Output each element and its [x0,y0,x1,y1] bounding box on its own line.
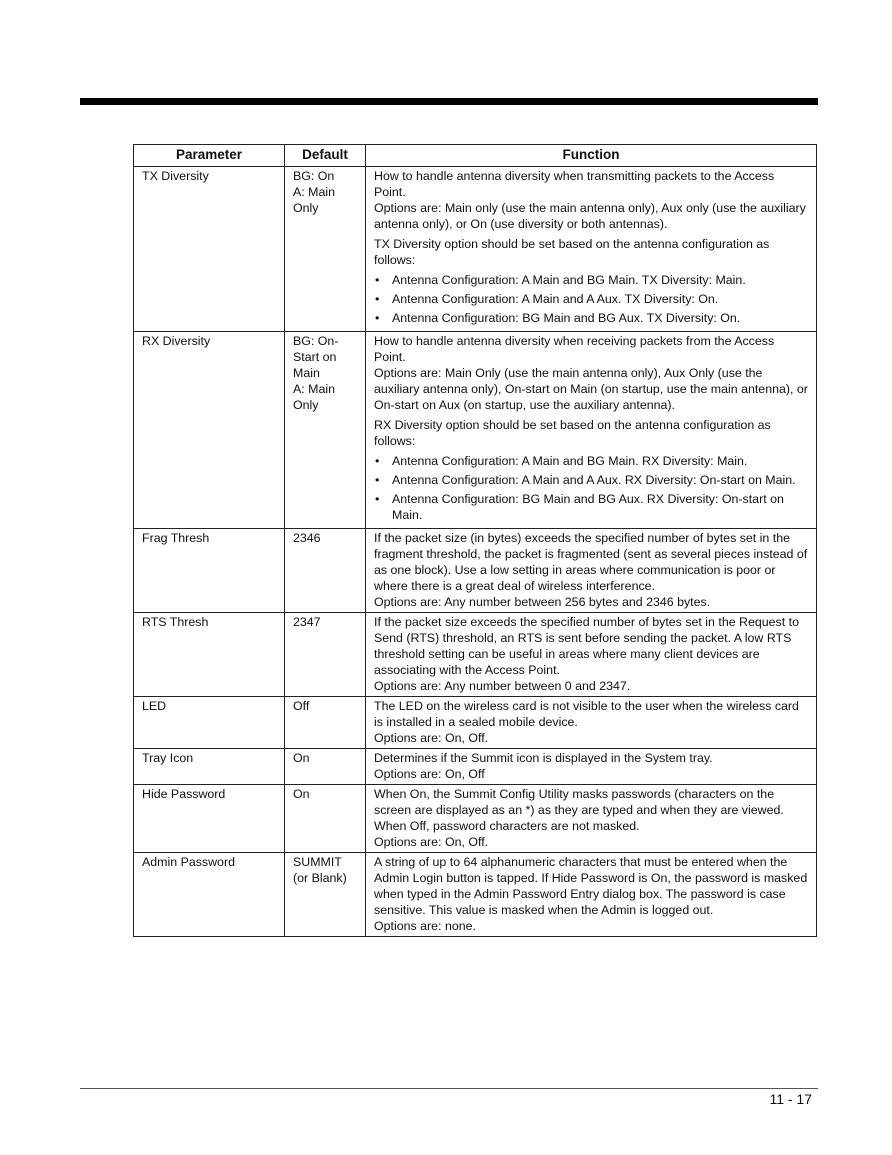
default-cell [285,853,366,937]
antenna-config-item: • Antenna Configuration: BG Main and BG Aux. TX Diversity: On. [374,310,808,326]
parameter-cell: Frag Thresh [134,529,285,613]
function-cell [366,332,817,529]
parameter-cell: Admin Password [134,853,285,937]
parameter-table [133,144,817,937]
function-paragraph: If the packet size (in bytes) exceeds the specified number of bytes set in the fragment threshold, the packet is fragmented (sent as several pieces instead of as one block). Use a low setting in areas where communication is poor or where there is a great deal of wireless interference. [374,531,808,593]
table-row [134,853,817,937]
default-line: SUMMIT [293,855,342,869]
antenna-config-item: • Antenna Configuration: A Main and A Aux. TX Diversity: On. [374,291,808,307]
default-line: BG: On- [293,334,339,348]
function-paragraph: Determines if the Summit icon is displayed in the System tray. [374,751,713,765]
default-line: Main [293,366,320,380]
default-line: 2347 [293,615,321,629]
table-row [134,167,817,332]
function-paragraph: How to handle antenna diversity when transmitting packets to the Access Point. [374,169,775,199]
antenna-config-item: • Antenna Configuration: A Main and BG Main. RX Diversity: Main. [374,453,808,469]
parameter-cell: Tray Icon [134,749,285,785]
antenna-config-list [374,453,808,523]
default-line: Off [293,699,310,713]
parameter-cell: TX Diversity [134,167,285,332]
parameter-cell: RX Diversity [134,332,285,529]
antenna-config-item: • Antenna Configuration: A Main and A Aux. RX Diversity: On-start on Main. [374,472,808,488]
parameter-cell: LED [134,697,285,749]
function-cell [366,853,817,937]
function-cell [366,529,817,613]
default-cell [285,697,366,749]
default-line: 2346 [293,531,321,545]
antenna-config-list [374,272,808,326]
header-default: Default [285,145,366,167]
function-paragraph: How to handle antenna diversity when receiving packets from the Access Point. [374,334,775,364]
table-row [134,749,817,785]
function-cell [366,697,817,749]
default-cell [285,529,366,613]
default-line: (or Blank) [293,871,347,885]
function-cell [366,167,817,332]
page-number: 11 - 17 [769,1091,812,1107]
table-row [134,613,817,697]
default-line: Only [293,201,319,215]
function-paragraph: Options are: Any number between 256 bytes and 2346 bytes. [374,595,711,609]
table-row [134,697,817,749]
function-cell [366,785,817,853]
function-cell [366,613,817,697]
table-row [134,529,817,613]
function-paragraph: TX Diversity option should be set based on the antenna configuration as follows: [374,237,770,267]
default-line: A: Main [293,382,336,396]
antenna-config-item: • Antenna Configuration: A Main and BG Main. TX Diversity: Main. [374,272,808,288]
function-paragraph: Options are: Any number between 0 and 2347. [374,679,631,693]
function-paragraph: Options are: On, Off. [374,835,489,849]
default-line: BG: On [293,169,335,183]
function-paragraph: When On, the Summit Config Utility masks passwords (characters on the screen are displayed as an *) as they are typed and when they are viewed. When Off, password characters are not masked. [374,787,784,833]
function-paragraph: The LED on the wireless card is not visible to the user when the wireless card is installed in a sealed mobile device. [374,699,799,729]
function-paragraph: Options are: Main only (use the main antenna only), Aux only (use the auxiliary antenna only), or On (use diversity or both antennas). [374,201,806,231]
footer-rule [80,1088,818,1089]
header-parameter: Parameter [134,145,285,167]
default-line: Start on [293,350,337,364]
default-cell [285,613,366,697]
function-paragraph: If the packet size exceeds the specified number of bytes set in the Request to Send (RTS) threshold, an RTS is sent before sending the packet. A low RTS threshold setting can be useful in areas where many client devices are associating with the Access Point. [374,615,799,677]
default-cell [285,785,366,853]
table-header-row [134,145,817,167]
table-row [134,332,817,529]
default-cell [285,332,366,529]
default-line: On [293,751,310,765]
default-cell [285,167,366,332]
header-function: Function [366,145,817,167]
default-line: On [293,787,310,801]
parameter-cell: Hide Password [134,785,285,853]
function-paragraph: RX Diversity option should be set based on the antenna configuration as follows: [374,418,771,448]
table-body [134,167,817,937]
default-line: A: Main [293,185,336,199]
function-paragraph: Options are: On, Off [374,767,485,781]
function-paragraph: Options are: Main Only (use the main antenna only), Aux Only (use the auxiliary antenna only), On-start on Main (on startup, use the main antenna), or On-start on Aux (on startup, use the auxiliary antenna). [374,366,808,412]
antenna-config-item: • Antenna Configuration: BG Main and BG Aux. RX Diversity: On-start on Main. [374,491,808,523]
function-paragraph: Options are: none. [374,919,476,933]
default-line: Only [293,398,319,412]
function-paragraph: Options are: On, Off. [374,731,489,745]
header-rule [80,98,818,105]
default-cell [285,749,366,785]
table-row [134,785,817,853]
function-cell [366,749,817,785]
parameter-cell: RTS Thresh [134,613,285,697]
function-paragraph: A string of up to 64 alphanumeric characters that must be entered when the Admin Login button is tapped. If Hide Password is On, the password is masked when typed in the Admin Password Entry dialog box. The password is case sensitive. This value is masked when the Admin is logged out. [374,855,808,917]
